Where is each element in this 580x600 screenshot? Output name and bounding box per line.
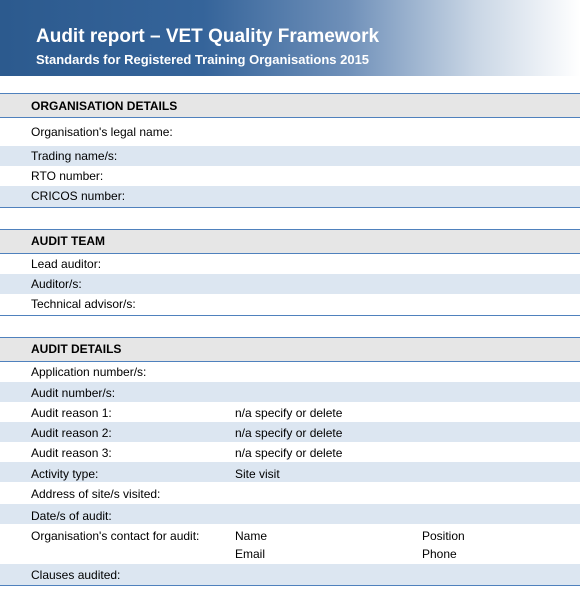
field-label: Audit reason 1: xyxy=(31,406,112,420)
report-subtitle: Standards for Registered Training Organisations 2015 xyxy=(36,52,370,67)
report-title: Audit report – VET Quality Framework xyxy=(36,26,380,47)
form-row-cricos-number[interactable] xyxy=(0,186,580,208)
contact-name-field[interactable]: Name xyxy=(235,529,268,543)
form-row-activity-type[interactable] xyxy=(0,462,580,482)
field-label: Clauses audited: xyxy=(31,568,121,582)
form-row-rto-number[interactable] xyxy=(0,166,580,186)
spacer-row xyxy=(0,76,580,94)
form-row-contact[interactable] xyxy=(0,524,580,564)
field-label: Organisation's contact for audit: xyxy=(31,529,200,543)
field-value[interactable]: n/a specify or delete xyxy=(235,426,343,440)
form-row-audit-reason-1[interactable] xyxy=(0,402,580,422)
spacer-row xyxy=(0,586,580,600)
field-label: CRICOS number: xyxy=(31,189,126,203)
section-title: AUDIT TEAM xyxy=(31,234,105,248)
form-row-address[interactable] xyxy=(0,482,580,504)
field-label: Application number/s: xyxy=(31,365,147,379)
field-label: Lead auditor: xyxy=(31,257,102,271)
field-value[interactable]: Site visit xyxy=(235,467,280,481)
contact-position-field[interactable]: Position xyxy=(422,529,465,543)
field-value[interactable]: n/a specify or delete xyxy=(235,406,343,420)
field-label: Technical advisor/s: xyxy=(31,297,136,311)
field-label: Trading name/s: xyxy=(31,149,118,163)
field-value[interactable]: n/a specify or delete xyxy=(235,446,343,460)
form-row-auditors[interactable] xyxy=(0,274,580,294)
form-row-clauses[interactable] xyxy=(0,564,580,586)
field-label: Organisation's legal name: xyxy=(31,125,173,139)
form-row-technical-advisor[interactable] xyxy=(0,294,580,316)
form-row-trading-name[interactable] xyxy=(0,146,580,166)
field-label: Auditor/s: xyxy=(31,277,82,291)
form-row-legal-name[interactable] xyxy=(0,118,580,146)
contact-email-field[interactable]: Email xyxy=(235,547,266,561)
spacer-row xyxy=(0,208,580,230)
form-row-audit-reason-2[interactable] xyxy=(0,422,580,442)
section-header-organisation xyxy=(0,94,580,118)
section-title: AUDIT DETAILS xyxy=(31,342,122,356)
field-label: Audit reason 2: xyxy=(31,426,112,440)
field-label: RTO number: xyxy=(31,169,104,183)
spacer-row xyxy=(0,316,580,338)
form-row-application-number[interactable] xyxy=(0,362,580,382)
field-label: Date/s of audit: xyxy=(31,509,112,523)
section-title: ORGANISATION DETAILS xyxy=(31,99,178,113)
report-header xyxy=(0,0,580,76)
section-header-audit-details xyxy=(0,338,580,362)
form-row-audit-reason-3[interactable] xyxy=(0,442,580,462)
contact-phone-field[interactable]: Phone xyxy=(422,547,457,561)
field-label: Audit number/s: xyxy=(31,386,116,400)
field-label: Audit reason 3: xyxy=(31,446,112,460)
form-row-lead-auditor[interactable] xyxy=(0,254,580,274)
form-row-dates[interactable] xyxy=(0,504,580,524)
form-row-audit-number[interactable] xyxy=(0,382,580,402)
field-label: Address of site/s visited: xyxy=(31,487,161,501)
section-header-audit-team xyxy=(0,230,580,254)
field-label: Activity type: xyxy=(31,467,99,481)
